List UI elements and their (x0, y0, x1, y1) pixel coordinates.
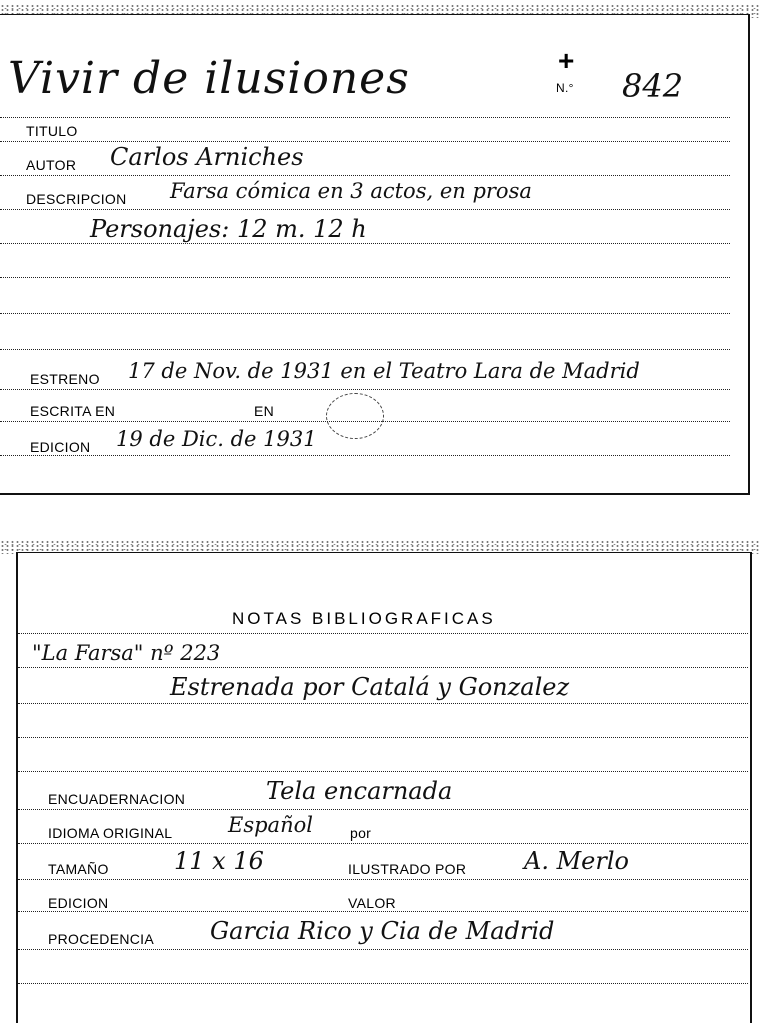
edicion-value: 19 de Dic. de 1931 (116, 427, 317, 451)
tamano-label: TAMAÑO (48, 861, 109, 877)
idioma-line (18, 843, 748, 844)
note-line-1: "La Farsa" nº 223 (32, 641, 221, 665)
por-label: por (350, 825, 372, 841)
estreno-label: ESTRENO (30, 371, 100, 387)
encuadernacion-value: Tela encarnada (266, 777, 453, 805)
notes-line-0 (18, 633, 748, 634)
titulo-line (0, 141, 730, 142)
blank-line-3 (0, 349, 730, 350)
escrita-label: ESCRITA EN (30, 403, 116, 419)
edicion-line (0, 455, 730, 456)
personajes-line (0, 243, 730, 244)
tamano-line (18, 879, 748, 880)
blank-line-1 (0, 277, 730, 278)
tamano-value: 11 x 16 (174, 847, 264, 875)
catalog-card-top (0, 14, 750, 495)
blank-line-2 (0, 313, 730, 314)
titulo-label: TITULO (26, 123, 78, 139)
procedencia-line (18, 949, 748, 950)
catalog-card-bottom (16, 552, 752, 1023)
edicion-label-bottom: EDICION (48, 895, 109, 911)
notes-line-2 (18, 703, 748, 704)
personajes-value: Personajes: 12 m. 12 h (90, 215, 367, 243)
notes-line-4 (18, 771, 748, 772)
descripcion-label: DESCRIPCION (26, 191, 127, 207)
encuadernacion-line (18, 809, 748, 810)
numero-value: 842 (622, 67, 684, 105)
notes-line-1 (18, 667, 748, 668)
procedencia-label: PROCEDENCIA (48, 931, 154, 947)
stamp-mark (326, 393, 384, 439)
estreno-line (0, 389, 730, 390)
numero-label: N.° (556, 81, 574, 95)
escrita-line (0, 421, 730, 422)
valor-label: VALOR (348, 895, 396, 911)
notes-line-3 (18, 737, 748, 738)
autor-line (0, 175, 730, 176)
notas-bibliograficas-title: NOTAS BIBLIOGRAFICAS (232, 609, 496, 628)
descripcion-value: Farsa cómica en 3 actos, en prosa (170, 179, 532, 203)
encuadernacion-label: ENCUADERNACION (48, 791, 186, 807)
procedencia-value: Garcia Rico y Cia de Madrid (210, 917, 555, 945)
blank-line-bottom (18, 983, 748, 984)
en-label: EN (254, 403, 275, 419)
ilustrado-label: ILUSTRADO POR (348, 861, 467, 877)
idioma-value: Español (228, 813, 313, 837)
edicion-line-bottom (18, 911, 748, 912)
descripcion-line (0, 209, 730, 210)
ilustrado-value: A. Merlo (524, 847, 629, 875)
estreno-value: 17 de Nov. de 1931 en el Teatro Lara de Madrid (128, 359, 640, 383)
autor-label: AUTOR (26, 157, 77, 173)
cross-mark-icon: + (558, 45, 575, 76)
autor-value: Carlos Arniches (110, 143, 304, 171)
edicion-label: EDICION (30, 439, 91, 455)
title-underline (0, 117, 730, 118)
titulo-value: Vivir de ilusiones (8, 53, 410, 104)
idioma-label: IDIOMA ORIGINAL (48, 825, 173, 841)
note-line-2: Estrenada por Catalá y Gonzalez (170, 673, 570, 701)
